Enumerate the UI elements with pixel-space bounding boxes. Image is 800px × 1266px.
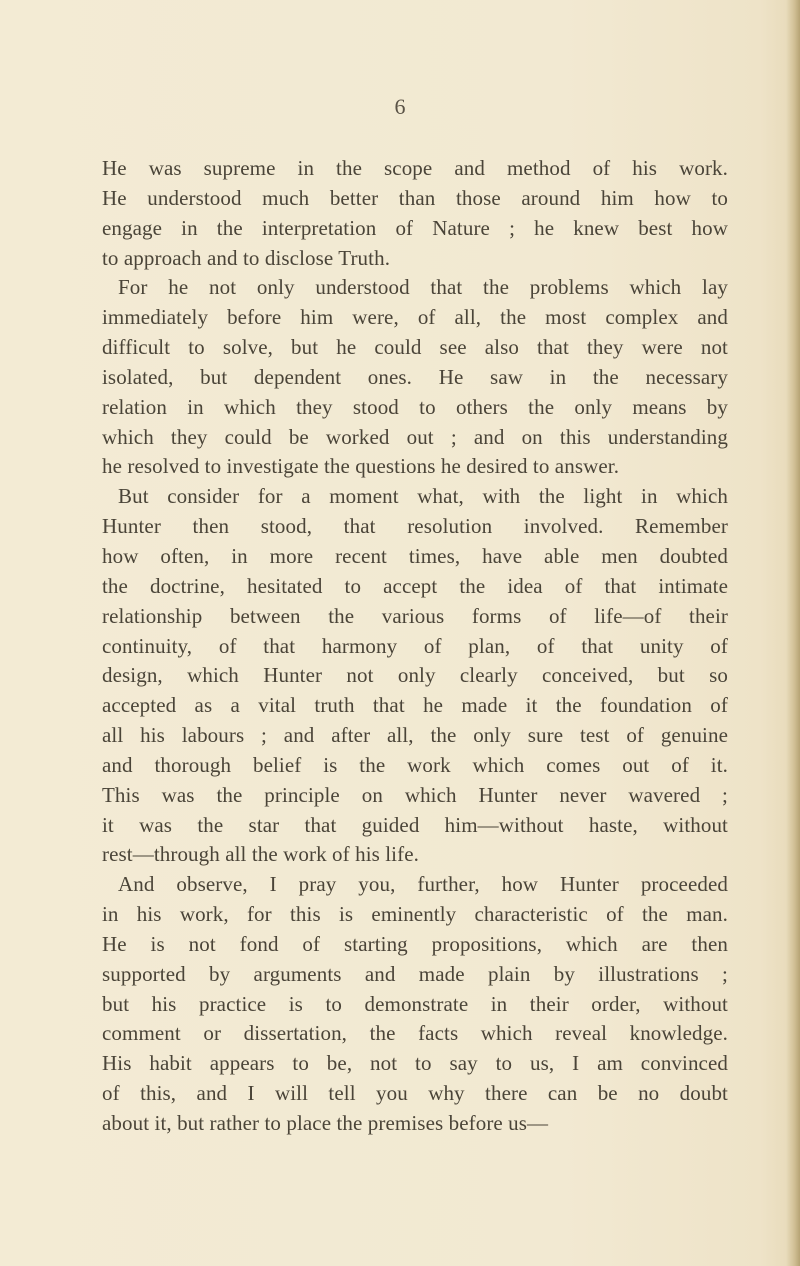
text-line: His habit appears to be, not to say to us, I am convinced	[102, 1051, 728, 1076]
text-line: difficult to solve, but he could see also that they were not	[102, 335, 728, 360]
text-line: He was supreme in the scope and method of his work.	[102, 156, 728, 180]
text-line: design, which Hunter not only clearly conceived, but so	[102, 663, 728, 688]
text-line: all his labours ; and after all, the only sure test of genuine	[102, 723, 728, 748]
text-line: in his work, for this is eminently characteristic of the man.	[102, 902, 728, 927]
text-line: He is not fond of starting propositions, which are then	[102, 931, 728, 956]
text-line: This was the principle on which Hunter never wavered ;	[102, 782, 728, 807]
text-line: accepted as a vital truth that he made it the foundation of	[102, 693, 728, 718]
text-line: but his practice is to demonstrate in their order, without	[102, 991, 728, 1016]
text-line: he resolved to investigate the questions he desired to answer.	[102, 454, 620, 479]
body-text	[102, 154, 728, 1139]
text-line: For he not only understood that the problems which lay	[118, 275, 728, 300]
text-line: and thorough belief is the work which comes out of it.	[102, 752, 728, 777]
page-number: 6	[394, 94, 406, 119]
text-line: which they could be worked out ; and on this understanding	[102, 424, 728, 449]
text-line: rest—through all the work of his life.	[102, 842, 419, 867]
text-line: how often, in more recent times, have able men doubted	[102, 543, 728, 568]
text-line: And observe, I pray you, further, how Hunter proceeded	[118, 872, 728, 897]
text-line: continuity, of that harmony of plan, of that unity of	[102, 633, 728, 658]
text-line: supported by arguments and made plain by illustrations ;	[102, 961, 728, 986]
text-line: the doctrine, hesitated to accept the idea of that intimate	[102, 573, 728, 598]
text-line: immediately before him were, of all, the most complex and	[102, 305, 728, 330]
page-edge-shadow	[786, 0, 800, 1266]
text-line: relationship between the various forms of life—of their	[102, 603, 728, 628]
text-line: relation in which they stood to others the only means by	[102, 394, 728, 419]
text-line: of this, and I will tell you why there can be no doubt	[102, 1081, 728, 1106]
text-line: comment or dissertation, the facts which reveal knowledge.	[102, 1021, 728, 1046]
text-line: But consider for a moment what, with the light in which	[118, 484, 728, 509]
text-line: it was the star that guided him—without haste, without	[102, 812, 728, 837]
text-line: to approach and to disclose Truth.	[102, 245, 391, 270]
text-line: He understood much better than those around him how to	[102, 185, 728, 210]
text-line: isolated, but dependent ones. He saw in the necessary	[102, 364, 728, 389]
text-line: Hunter then stood, that resolution involved. Remember	[102, 514, 728, 539]
text-line: engage in the interpretation of Nature ; he knew best how	[102, 215, 728, 240]
text-line: about it, but rather to place the premises before us—	[102, 1111, 549, 1135]
